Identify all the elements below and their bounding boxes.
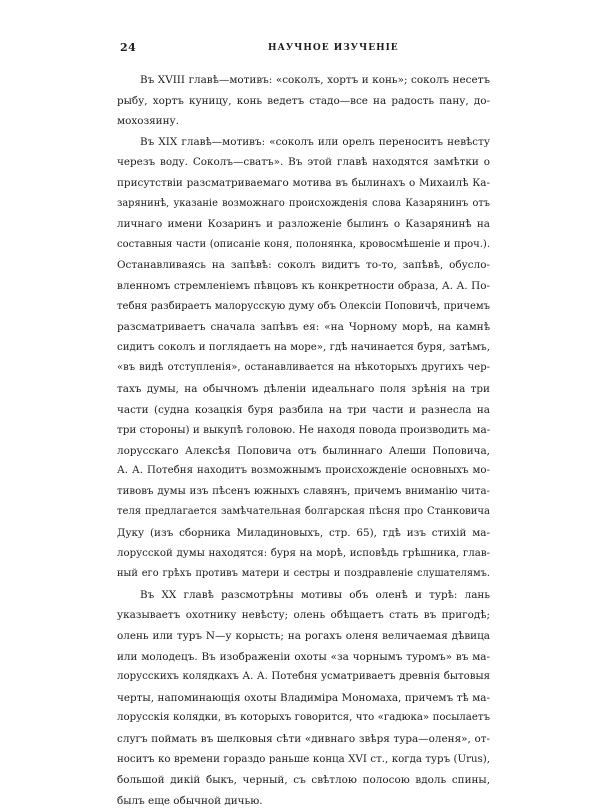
text-line: «въ видѣ отступленія», останавливается на нѣкоторыхъ другихъ чер- (117, 362, 490, 374)
text-line: А. А. Потебня находитъ возможнымъ происхожденіе основныхъ мо- (117, 465, 490, 477)
text-line: Въ XIX главѣ—мотивъ: «соколъ или орелъ переноситъ невѣсту (140, 135, 490, 148)
running-title: НАУЧНОЕ ИЗУЧЕНІЕ (268, 43, 399, 53)
text-line: зарянинѣ, указаніе возможнаго происхожденія слова Казарянинъ отъ (117, 197, 490, 209)
text-line: тивовъ думы изъ пѣсенъ южныхъ славянъ, причемъ вниманію чита- (117, 485, 490, 497)
text-line: части (судна козацкія буря разбила на три части и разнесла на (117, 403, 490, 416)
text-line: лорусскаго Алексѣя Поповича отъ былиннаго Алеши Поповича, (117, 444, 490, 457)
text-line: разсматриваетъ сначала запѣвъ ея: «на Чорному морѣ, на камнѣ (117, 321, 490, 334)
text-line: носитъ ко времени гораздо раньше конца XVI ст., когда туръ (Urus), (117, 753, 490, 765)
text-line: теля предлагается замѣчательная болгарская пѣсня про Станковича (117, 506, 490, 518)
text-line: составныя части (описаніе коня, полонянка, кровосмѣшеніе и проч.). (117, 238, 490, 250)
text-line: тебня разбираетъ малорусскую думу объ Олексіи Поповичѣ, причемъ (117, 300, 490, 312)
text-line: слугъ поймать въ шелковыя сѣти «дивнаго звѣря тура—оленя», от- (117, 733, 490, 745)
text-line: указываетъ охотнику невѣсту; олень обѣщаетъ стать въ пригодѣ; (117, 609, 490, 622)
text-line: Въ XX главѣ разсмотрѣны мотивы объ оленѣ и турѣ: лань (140, 588, 490, 601)
text-line: Дуку (изъ сборника Миладиновыхъ, стр. 65), гдѣ изъ стихій ма- (117, 527, 490, 540)
page-number: 24 (120, 41, 137, 54)
text-line: рыбу, хортъ куницу, конь ведетъ стадо—все на радость пану, до- (117, 94, 490, 107)
text-line: ный его грѣхъ противъ матери и сестры и поздравленіе слушателямъ. (117, 568, 490, 580)
text-line: большой дикій быкъ, черный, съ свѣтлою полосою вдоль спины, (117, 774, 490, 787)
text-line: Останавливаясь на запѣвѣ: соколъ видитъ то-то, запѣвѣ, обусло- (117, 259, 490, 272)
text-line: лорусской думы находятся: буря на морѣ, исповѣдь грѣшника, глав- (117, 547, 490, 559)
text-line: былъ еще обычной дичью. (117, 794, 263, 807)
text-line: вленномъ стремленіемъ пѣвцовъ къ конкретности образа, А. А. По- (117, 279, 490, 292)
text-line: или молодецъ. Въ изображеніи охоты «за чорнымъ туромъ» въ ма- (117, 650, 490, 663)
body-text (117, 70, 490, 811)
text-line: мохозяину. (117, 115, 179, 128)
text-line: черты, напоминающія охоты Владиміра Мономаха, причемъ тѣ ма- (117, 691, 490, 704)
text-line: тахъ думы, на обычномъ дѣленіи идеальнаго поля зрѣнія на три (117, 382, 490, 395)
text-line: Въ XVIII главѣ—мотивъ: «соколъ, хортъ и конь»; соколъ несетъ (140, 74, 490, 86)
text-line: лорусскія колядки, въ которыхъ говорится, что «гадюка» посылаетъ (117, 712, 490, 724)
text-line: черезъ воду. Соколъ—сватъ». Въ этой главѣ находятся замѣтки о (117, 156, 490, 169)
text-line: олень или туръ N—у корысть; на рогахъ оленя величаемая дѣвица (117, 630, 490, 643)
text-line: личнаго имени Козаринъ и разложеніе былинъ о Казарянинѣ на (117, 218, 490, 231)
text-line: присутствіи разсматриваемаго мотива въ былинахъ о Михаилѣ Ка- (117, 176, 490, 189)
text-line: лорусскихъ колядкахъ А. А. Потебня усматриваетъ древнія бытовыя (117, 671, 490, 683)
text-line: сидитъ соколъ и поглядаетъ на море», гдѣ начинается буря, затѣмъ, (117, 341, 490, 353)
text-line: три стороны) и выкупѣ головою. Не находя повода производить ма- (117, 424, 490, 437)
